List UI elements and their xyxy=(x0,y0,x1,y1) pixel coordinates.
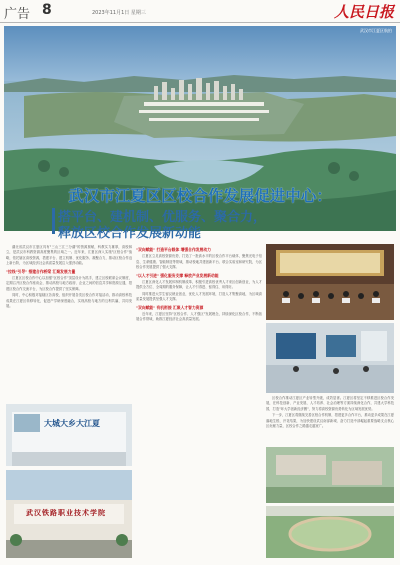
paragraph: 下一步，江夏区将继续完善区校合作机制，搭建更多合作平台，推动更多成果在江夏落地生根、开花结果，为加快建设武汉南部新城、奋力打造中部崛起重要战略支点核心区贡献力量，区校合作之路越走越宽广。 xyxy=(266,413,394,429)
headline-accent-bar xyxy=(52,208,55,234)
page-header xyxy=(0,0,400,23)
article-column-3 xyxy=(266,396,394,444)
campus-aerial-photo-2 xyxy=(266,506,394,558)
section-label: 广告 xyxy=(4,7,31,22)
subheading-3: "以人才引进" 强化服务支撑 释放产业发展新动能 xyxy=(136,272,219,278)
exhibition-banner-text: 大城大乡大江夏 xyxy=(44,419,100,428)
subheading-2: "双向赋能" 打造平台载体 增强合作发展动力 xyxy=(136,247,211,252)
lab-photo xyxy=(266,323,394,393)
campus-aerial-photo-1 xyxy=(266,447,394,503)
headline-line2: 搭平台、建机制、优服务、聚合力， xyxy=(58,210,267,225)
photo-caption-tag: 武汉市江夏区航拍 xyxy=(360,28,392,33)
exhibition-photo xyxy=(6,404,132,466)
paragraph: 江夏区区校合作中心以加强"区校合作"顶层设计为抓手，建立区校联席会议制度，定期召开区校合作座谈会，推动高校与地方政府、企业之间的信息共享和资源互通，搭建区校合作交流平台，为区校合作提供了坚实保障。 xyxy=(6,276,132,291)
article-column-1 xyxy=(6,245,132,401)
headline-line1: 武汉市江夏区区校合作发展促进中心： xyxy=(68,187,332,205)
page-number: 8 xyxy=(42,2,52,18)
article-column-2 xyxy=(136,245,262,555)
paragraph: 江夏区立足高校资源优势，打造了一批高水平的区校合作平台载体，聚焦光电子信息、生命健康、智能制造等领域，推动校地共建创新平台、联合实验室和研究院，为区校合作发展提供了强大支撑。 xyxy=(136,254,262,270)
paragraph: 近年来，江夏区坚持"区校合作、人才强区"发展理念，持续深化区校合作，不断拓展合作领域，助推江夏经济社会高质量发展。 xyxy=(136,312,262,322)
meeting-photo xyxy=(266,244,394,320)
issue-date: 2023年11月1日 星期三 xyxy=(92,10,146,16)
headline-line3: 释放区校合作发展新动能 xyxy=(58,226,202,241)
campus-gate-photo xyxy=(6,470,132,558)
paragraph: 同时推进大学生留汉就业创业，优化人才发展环境，打造人才集聚高地，为区域高质量发展提供坚强人才支撑。 xyxy=(136,291,262,302)
subheading-1: "拉线"引导" 搭建合作桥梁 汇聚发展力量 xyxy=(6,268,76,274)
intro-paragraph: 湖北省武汉市江夏区具有"三山三江三分湖"的资源禀赋，科教实力雄厚，高校林立，是武汉市科教资源高度聚集的区域之一。近年来，江夏区深入实施"区校合作"战略，依托辖区高校资源，搭建平台、建立机制、优化服务、凝聚合力，推动区校合作迈上新台阶，为区域经济社会高质量发展注入强劲动能。 xyxy=(6,245,132,266)
subheading-4: "双向赋能" 有机衔接 汇聚人才智力资源 xyxy=(136,304,204,310)
paragraph: 同时，中心积极对接辖区各高校，组织开展各类区校合作对接活动，推动高校科技成果在江夏区转移转化，促进产学研深度融合，实现高校与地方的互利共赢、共同发展。 xyxy=(6,293,132,309)
paragraph: 江夏区深化人才发展体制机制改革，积极引进高校优秀人才来区创新创业，为人才提供全方位、全周期的服务保障，让人才引得进、留得住、用得好。 xyxy=(136,280,262,290)
paragraph: 区校合作推动江夏区产业转型升级，成效显著。江夏区将坚定不移推进区校合作发展，在科技创新、产业发展、人才培养、社会治理等方面持续深化合作，共建大学科技园，打造"环大学创新经济圈"，努力将高校资源优势转化为区域发展优势。 xyxy=(266,396,394,411)
newspaper-logo: 人民日报 xyxy=(333,3,394,21)
school-sign-text: 武汉铁路职业技术学院 xyxy=(26,509,106,517)
